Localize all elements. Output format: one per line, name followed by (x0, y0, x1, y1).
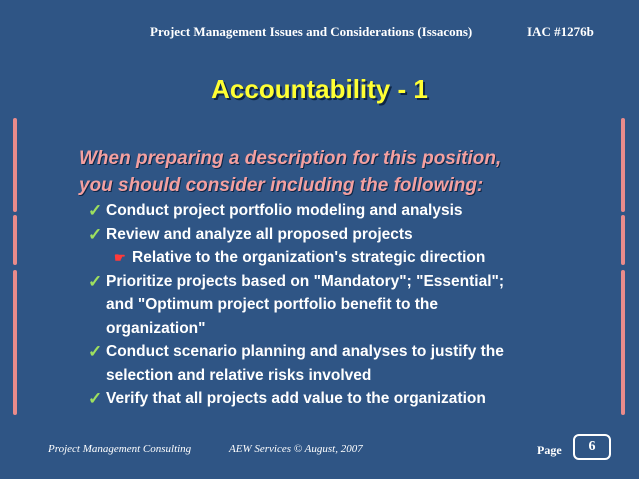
left-decor-bar-top (13, 118, 17, 212)
check-icon: ✓ (88, 271, 103, 291)
list-item-text: Verify that all projects add value to the organization (106, 390, 486, 407)
list-item (88, 340, 628, 387)
list-item (88, 223, 628, 247)
list-item-text: Conduct scenario planning and analyses to justify the selection and relative risks involved (106, 343, 504, 384)
sub-list-item-text: Relative to the organization's strategic direction (132, 249, 486, 266)
pointing-hand-icon: ☛ (114, 250, 126, 265)
slide-title: Accountability - 1 (211, 74, 428, 104)
intro-line: you should consider including the following: (79, 175, 484, 196)
intro-line: When preparing a description for this position, (79, 148, 502, 169)
page-number: 6 (573, 434, 611, 460)
list-item (88, 270, 628, 341)
left-decor-bar-bottom (13, 270, 17, 415)
right-decor-bar-top (621, 118, 625, 212)
footer-company: Project Management Consulting (48, 443, 192, 455)
list-item (88, 199, 628, 223)
check-icon: ✓ (88, 201, 103, 220)
check-icon: ✓ (88, 342, 103, 361)
slide-intro (79, 145, 501, 199)
check-icon: ✓ (88, 224, 103, 244)
footer-copyright: AEW Services © August, 2007 (229, 443, 363, 455)
list-item-text: Prioritize projects based on "Mandatory"; "Essential"; and "Optimum project portfolio benefit to the organization" (106, 272, 505, 337)
left-decor-bar-mid (13, 215, 17, 265)
bullet-list (88, 199, 628, 411)
list-item (88, 387, 628, 411)
list-item-text: Conduct project portfolio modeling and analysis (106, 202, 463, 219)
page-label: Page (537, 443, 562, 457)
header-code: IAC #1276b (527, 24, 594, 39)
header-title: Project Management Issues and Considerations (Issacons) (150, 24, 473, 39)
check-icon: ✓ (88, 389, 103, 408)
list-item-text: Review and analyze all proposed projects (106, 225, 413, 243)
sub-list-item (114, 246, 628, 270)
